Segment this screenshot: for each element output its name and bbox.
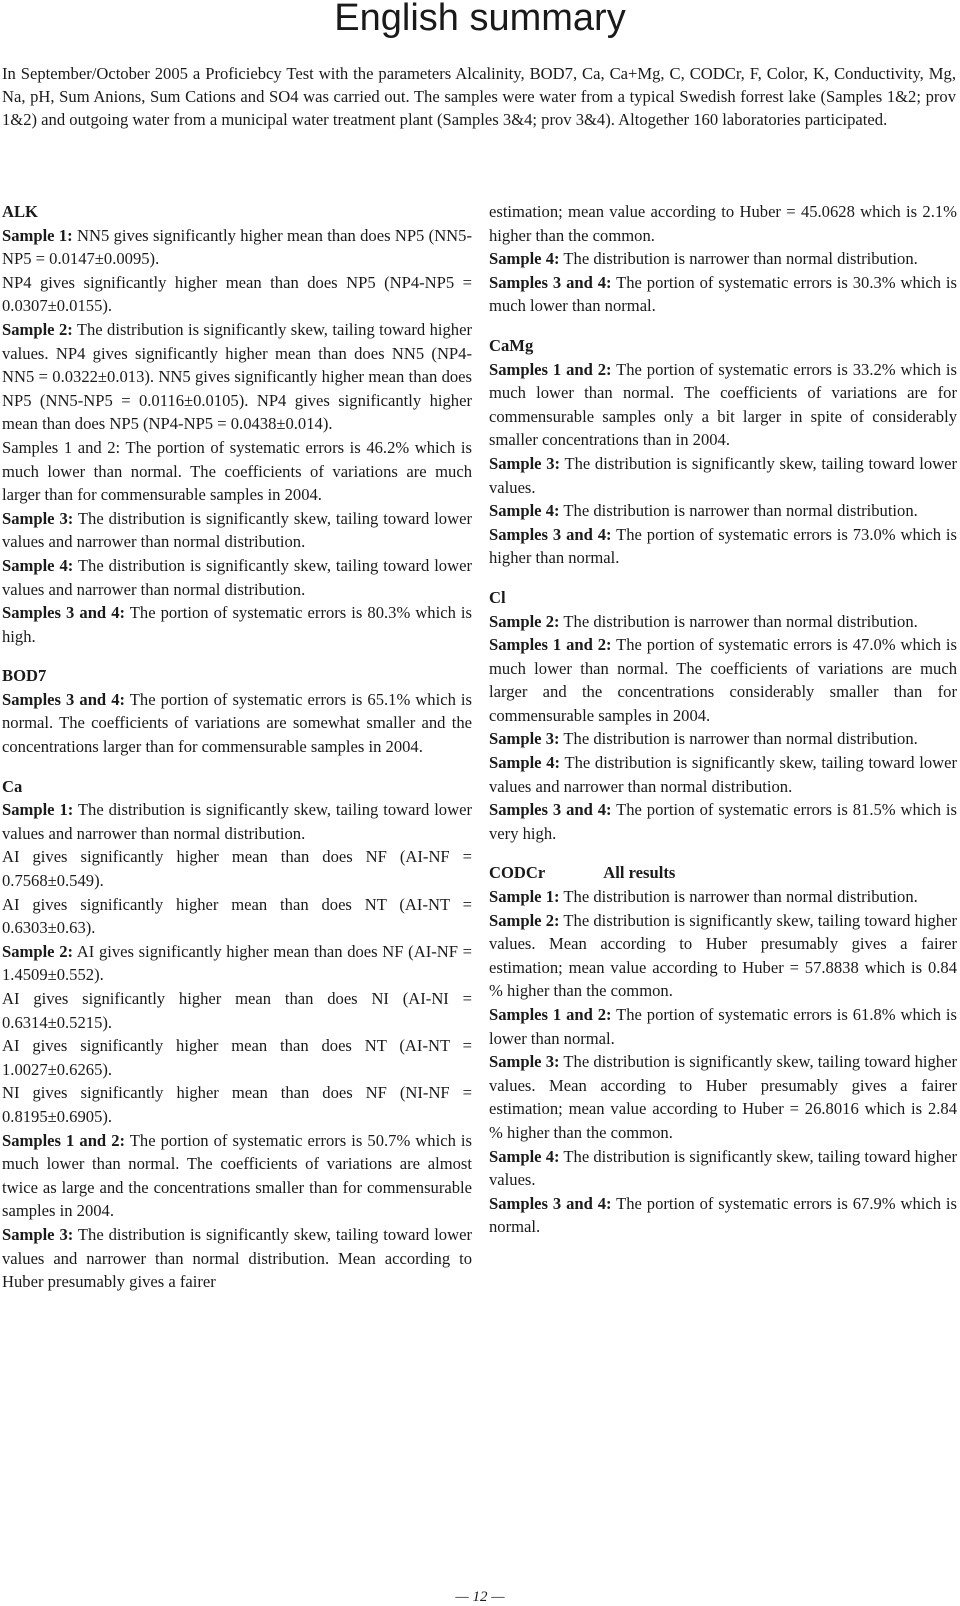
paragraph-text: The portion of systematic errors is 73.0% which is higher than normal.	[489, 524, 957, 568]
paragraph	[2, 798, 472, 845]
paragraph-lead: Sample 3:	[2, 1224, 74, 1244]
paragraph	[2, 271, 472, 318]
paragraph-lead: Samples 3 and 4:	[2, 603, 126, 623]
paragraph-text: The distribution is narrower than normal distribution.	[559, 887, 918, 907]
paragraph-lead: Sample 3:	[489, 729, 560, 749]
paragraph	[2, 1034, 472, 1081]
paragraph	[489, 751, 957, 798]
right-column	[489, 200, 957, 1255]
paragraph-lead: Samples 3 and 4:	[489, 1193, 612, 1213]
section-heading-text: ALK	[2, 202, 38, 221]
section-heading-extra: All results	[603, 863, 676, 883]
paragraph-text: AI gives significantly higher mean than does NI (AI-NI = 0.6314±0.5215).	[2, 989, 472, 1032]
paragraph-text: The portion of systematic errors is 33.2% which is much lower than normal. The coefficients of variations are for commensurable samples only a bit larger in spite of considerably smaller concentrations than in 2004.	[489, 359, 957, 450]
paragraph	[489, 885, 957, 909]
paragraph	[489, 452, 957, 499]
paragraph-text: AI gives significantly higher mean than does NF (AI-NF = 1.4509±0.552).	[2, 941, 472, 985]
paragraph-lead: Samples 1 and 2:	[489, 359, 612, 379]
section-heading-text: Cl	[489, 587, 506, 607]
paragraph-lead: Sample 4:	[489, 501, 560, 521]
paragraph	[489, 523, 957, 570]
section-codcr	[489, 861, 957, 1239]
section-heading-text: Ca	[2, 776, 23, 796]
paragraph	[2, 845, 472, 892]
paragraph-lead: Sample 4:	[2, 555, 74, 575]
section-heading-text: CODCr	[489, 863, 546, 883]
paragraph-text: Samples 1 and 2: The portion of systematic errors is 46.2% which is much lower than normal. The coefficients of variations are much larger than for commensurable samples in 2004.	[2, 437, 472, 505]
paragraph	[2, 224, 472, 271]
paragraph-lead: Sample 4:	[489, 753, 561, 773]
paragraph	[2, 318, 472, 436]
paragraph	[489, 1192, 957, 1239]
section-heading-text: BOD7	[2, 666, 47, 686]
paragraph-text: The distribution is significantly skew, tailing toward lower values and narrower than normal distribution.	[489, 753, 957, 796]
paragraph	[489, 633, 957, 727]
page-title: English summary	[334, 0, 626, 39]
paragraph	[2, 987, 472, 1034]
paragraph	[489, 798, 957, 845]
paragraph-lead: Sample 3:	[489, 453, 561, 473]
paragraph	[2, 940, 472, 987]
paragraph-text: AI gives significantly higher mean than does NT (AI-NT = 1.0027±0.6265).	[2, 1036, 472, 1079]
section-continued	[489, 200, 957, 318]
paragraph	[2, 436, 472, 507]
paragraph-text: The portion of systematic errors is 80.3% which is high.	[2, 603, 472, 646]
paragraph-text: The portion of systematic errors is 47.0% which is much lower than normal. The coefficients of variations are much larger and the concentrations considerably smaller than for commensurable samples in 2004.	[489, 635, 957, 725]
paragraph-text: The distribution is significantly skew, tailing toward higher values. Mean according to Huber presumably gives a fairer estimation; mean value according to Huber = 57.8838 which is 0.84 % higher than the common.	[489, 910, 957, 1001]
intro-paragraph: In September/October 2005 a Proficiebcy Test with the parameters Alcalinity, BOD7, Ca, Ca+Mg, C, CODCr, F, Color, K, Conductivity, Mg, Na, pH, Sum Anions, Sum Cations and SO4 was carried out. The samples were water from a typical Swedish forrest lake (Samples 1&2; prov 1&2) and outgoing water from a municipal water treatment plant (Samples 3&4; prov 3&4). Altogether 160 laboratories participated.	[2, 64, 956, 130]
paragraph-lead: Samples 1 and 2:	[489, 635, 612, 655]
section-camg	[489, 334, 957, 570]
paragraph	[489, 909, 957, 1003]
paragraph-text: The distribution is significantly skew, tailing toward lower values and narrower than normal distribution.	[2, 555, 472, 599]
section-heading	[489, 861, 957, 885]
paragraph-text: The portion of systematic errors is 50.7% which is much lower than normal. The coefficients of variations are almost twice as large and the concentrations smaller than for commensurable samples in 2004.	[2, 1130, 472, 1221]
paragraph	[489, 271, 957, 318]
paragraph-lead: Samples 1 and 2:	[489, 1005, 612, 1024]
paragraph-text: The distribution is significantly skew, tailing toward higher values.	[489, 1146, 957, 1190]
paragraph	[489, 200, 957, 247]
paragraph-text: The distribution is significantly skew, tailing toward lower values and narrower than normal distribution. Mean according to Huber presumably gives a fairer	[2, 1224, 472, 1292]
paragraph	[2, 1129, 472, 1223]
paragraph-text: The portion of systematic errors is 61.8% which is lower than normal.	[489, 1005, 957, 1048]
paragraph-lead: Samples 3 and 4:	[489, 272, 612, 292]
page-number: — 12 —	[455, 1589, 505, 1605]
section-ca	[2, 775, 472, 1294]
paragraph-lead: Samples 3 and 4:	[489, 524, 612, 544]
paragraph-text: The distribution is narrower than normal distribution.	[559, 249, 918, 269]
paragraph	[2, 507, 472, 554]
section-alk	[2, 200, 472, 648]
paragraph-text: The distribution is significantly skew, tailing toward lower values and narrower than normal distribution.	[2, 508, 472, 552]
paragraph-text: The portion of systematic errors is 67.9% which is normal.	[489, 1193, 957, 1237]
paragraph-text: The distribution is narrower than normal distribution.	[559, 729, 918, 749]
paragraph-text: The portion of systematic errors is 30.3% which is much lower than normal.	[489, 272, 957, 316]
paragraph-text: AI gives significantly higher mean than does NT (AI-NT = 0.6303±0.63).	[2, 894, 472, 938]
paragraph-lead: Sample 2:	[2, 941, 74, 961]
paragraph-lead: Sample 4:	[489, 249, 560, 269]
paragraph	[2, 554, 472, 601]
paragraph	[489, 610, 957, 634]
paragraph-text: The portion of systematic errors is 65.1% which is normal. The coefficients of variations are somewhat smaller and the concentrations larger than for commensurable samples in 2004.	[2, 689, 472, 757]
paragraph-lead: Sample 3:	[2, 508, 74, 528]
paragraph-text: The distribution is narrower than normal distribution.	[559, 611, 918, 631]
section-heading	[489, 334, 957, 358]
paragraph-lead: Sample 1:	[2, 225, 73, 245]
paragraph	[2, 601, 472, 648]
paragraph-text: The distribution is significantly skew, tailing toward higher values. Mean according to Huber presumably gives a fairer estimation; mean value according to Huber = 26.8016 which is 2.84 % higher than the common.	[489, 1052, 957, 1142]
paragraph	[2, 688, 472, 759]
paragraph-lead: Sample 2:	[489, 910, 560, 930]
paragraph-lead: Samples 1 and 2:	[2, 1130, 126, 1150]
paragraph	[489, 247, 957, 271]
paragraph-text: NN5 gives significantly higher mean than does NP5 (NN5-NP5 = 0.0147±0.0095).	[2, 225, 472, 269]
section-bod7	[2, 664, 472, 758]
paragraph-text: NP4 gives significantly higher mean than does NP5 (NP4-NP5 = 0.0307±0.0155).	[2, 272, 472, 316]
paragraph-lead: Samples 3 and 4:	[2, 689, 126, 709]
paragraph-text: The portion of systematic errors is 81.5% which is very high.	[489, 800, 957, 843]
paragraph	[2, 893, 472, 940]
paragraph-lead: Sample 2:	[489, 611, 560, 631]
paragraph	[489, 358, 957, 452]
paragraph-lead: Sample 2:	[2, 319, 73, 339]
paragraph	[489, 1145, 957, 1192]
section-cl	[489, 586, 957, 846]
paragraph-text: The distribution is narrower than normal distribution.	[559, 501, 918, 521]
paragraph-text: NI gives significantly higher mean than does NF (NI-NF = 0.8195±0.6905).	[2, 1083, 472, 1126]
paragraph-text: The distribution is significantly skew, tailing toward lower values.	[489, 453, 957, 497]
paragraph-lead: Sample 4:	[489, 1146, 560, 1166]
paragraph	[2, 1223, 472, 1294]
section-heading	[2, 775, 472, 799]
paragraph-lead: Sample 1:	[489, 887, 560, 907]
paragraph-text: The distribution is significantly skew, tailing toward lower values and narrower than normal distribution.	[2, 800, 472, 843]
left-column	[2, 200, 472, 1310]
paragraph	[489, 499, 957, 523]
paragraph-lead: Sample 1:	[2, 800, 74, 820]
section-heading-text: CaMg	[489, 335, 534, 355]
section-heading	[2, 664, 472, 688]
section-heading	[489, 586, 957, 610]
paragraph-text: The distribution is significantly skew, tailing toward higher values. NP4 gives significantly higher mean than does NN5 (NP4-NN5 = 0.0322±0.013). NN5 gives significantly higher mean than does NP5 (NN5-NP5 = 0.0116±0.0105). NP4 gives significantly higher mean than does NP5 (NP4-NP5 = 0.0438±0.014).	[2, 319, 472, 434]
section-heading	[2, 200, 472, 224]
paragraph	[2, 1081, 472, 1128]
paragraph	[489, 727, 957, 751]
paragraph	[489, 1003, 957, 1050]
paragraph	[489, 1050, 957, 1144]
paragraph-lead: Samples 3 and 4:	[489, 800, 612, 820]
paragraph-text: estimation; mean value according to Huber = 45.0628 which is 2.1% higher than the common.	[489, 202, 957, 245]
paragraph-lead: Sample 3:	[489, 1052, 560, 1072]
paragraph-text: AI gives significantly higher mean than does NF (AI-NF = 0.7568±0.549).	[2, 847, 472, 891]
